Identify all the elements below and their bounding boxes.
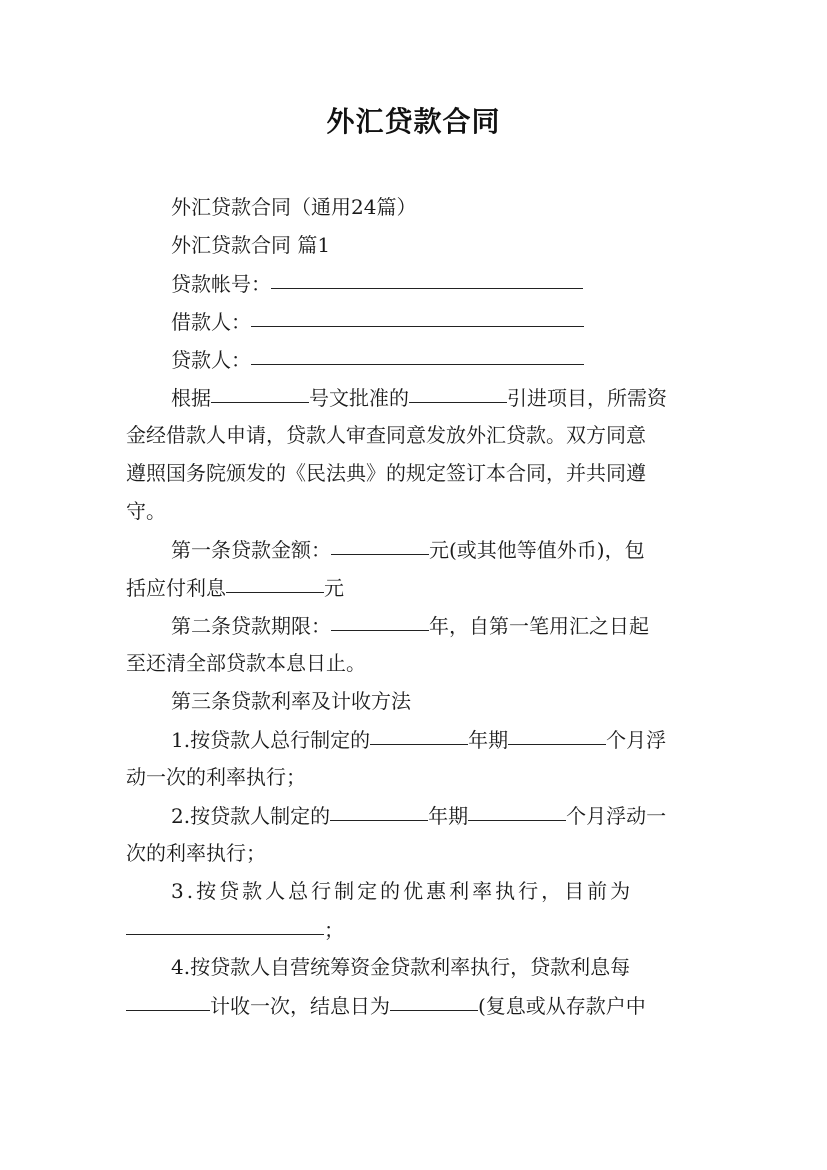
article1-text: 括应付利息 xyxy=(126,576,226,600)
lender-blank xyxy=(251,338,584,365)
article1-line-2 xyxy=(126,568,702,606)
lender-label: 贷款人： xyxy=(171,348,251,372)
intro-line-4 xyxy=(126,492,702,530)
article1-text: 第一条贷款金额： xyxy=(171,538,331,562)
article2-text: 年，自第一笔用汇之日起 xyxy=(429,614,649,638)
rate-months-blank-1 xyxy=(508,718,606,745)
article3-text: 4.按贷款人自营统筹资金贷款利率执行，贷款利息每 xyxy=(171,955,631,979)
article3-text: ； xyxy=(324,918,344,942)
article3-item1-line-1 xyxy=(126,720,702,758)
borrower-label: 借款人： xyxy=(171,310,251,334)
loan-account-label: 贷款帐号： xyxy=(171,272,271,296)
article1-text: 元 xyxy=(324,576,344,600)
article3-text: 1.按贷款人总行制定的 xyxy=(171,728,371,752)
interest-period-blank xyxy=(126,984,210,1011)
article2-line-2 xyxy=(126,644,702,682)
loan-amount-blank xyxy=(331,528,429,555)
rate-years-blank-2 xyxy=(330,794,428,821)
article3-item4-line-2 xyxy=(126,986,702,1024)
article2-text: 第二条贷款期限： xyxy=(171,614,331,638)
intro-line-2 xyxy=(126,416,702,454)
project-blank xyxy=(409,376,507,403)
article3-text: 年期 xyxy=(468,728,509,752)
article3-text: (复息或从存款户中 xyxy=(478,994,646,1018)
loan-term-blank xyxy=(331,604,429,631)
intro-text: 号文批准的 xyxy=(309,386,409,410)
intro-text: 遵照国务院颁发的《民法典》的规定签订本合同，并共同遵 xyxy=(126,461,646,485)
article3-item3-line-1 xyxy=(126,872,702,910)
intro-line-1 xyxy=(126,378,702,416)
document-body xyxy=(126,188,702,1024)
borrower-blank xyxy=(251,300,584,327)
lender-field xyxy=(126,340,702,378)
document-title: 外汇贷款合同 xyxy=(326,105,501,138)
article2-line-1 xyxy=(126,606,702,644)
article3-item3-line-2 xyxy=(126,910,702,948)
article3-item2-line-2 xyxy=(126,834,702,872)
article1-text: 元(或其他等值外币)，包 xyxy=(429,538,645,562)
rate-years-blank-1 xyxy=(370,718,468,745)
intro-text: 金经借款人申请，贷款人审查同意发放外汇贷款。双方同意 xyxy=(126,423,646,447)
loan-account-field xyxy=(126,264,702,302)
intro-text: 根据 xyxy=(171,386,211,410)
article3-item1-line-2 xyxy=(126,758,702,796)
settlement-date-blank xyxy=(390,984,478,1011)
article1-line-1 xyxy=(126,530,702,568)
intro-text: 引进项目，所需资 xyxy=(507,386,667,410)
article3-text: 次的利率执行； xyxy=(126,841,266,865)
article3-text: 年期 xyxy=(428,804,469,828)
article3-heading xyxy=(126,682,702,720)
intro-line-3 xyxy=(126,454,702,492)
rate-months-blank-2 xyxy=(468,794,566,821)
approval-number-blank xyxy=(211,376,309,403)
section-heading xyxy=(126,226,702,264)
borrower-field xyxy=(126,302,702,340)
section-heading-text: 外汇贷款合同 篇1 xyxy=(171,233,331,257)
article3-text: 动一次的利率执行； xyxy=(126,765,306,789)
article3-text: 个月浮 xyxy=(606,728,667,752)
preferential-rate-blank xyxy=(126,908,324,935)
loan-account-blank xyxy=(271,262,583,289)
document-subtitle xyxy=(126,188,702,226)
article3-text: 2.按贷款人制定的 xyxy=(171,804,331,828)
article3-item4-line-1 xyxy=(126,948,702,986)
article3-item2-line-1 xyxy=(126,796,702,834)
article3-text: 个月浮动一 xyxy=(566,804,667,828)
interest-amount-blank xyxy=(226,566,324,593)
article3-heading-text: 第三条贷款利率及计收方法 xyxy=(171,689,411,713)
article2-text: 至还清全部贷款本息日止。 xyxy=(126,651,366,675)
intro-text: 守。 xyxy=(126,499,166,523)
article3-text: 3.按贷款人总行制定的优惠利率执行，目前为 xyxy=(171,879,634,903)
subtitle-text: 外汇贷款合同（通用24篇） xyxy=(171,195,417,219)
article3-text: 计收一次，结息日为 xyxy=(210,994,390,1018)
